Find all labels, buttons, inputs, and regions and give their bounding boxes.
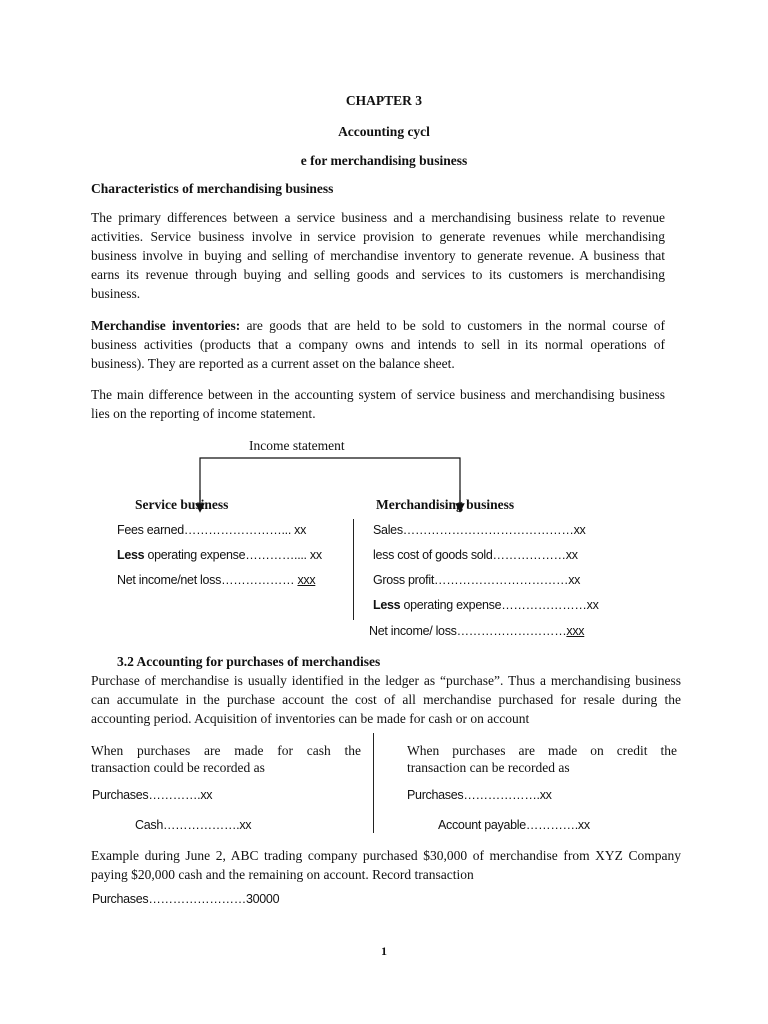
- merch-net-income-text: Net income/ loss………………………: [369, 624, 567, 638]
- credit-purchases-entry: Purchases……………….xx: [407, 788, 552, 802]
- merch-gross-profit-line: Gross profit……………………………xx: [373, 573, 581, 587]
- paragraph-purchase-of-merchandise: Purchase of merchandise is usually identified in the ledger as “purchase”. Thus a merchandising business can accumulate in the purchase account the cost of all merchandise purchased for resale during the accounting period. Acquisition of inventories can be made for cash or on account: [91, 673, 681, 726]
- account-payable-entry: Account payable………….xx: [438, 818, 590, 832]
- merch-operating-expense-line: [373, 598, 599, 612]
- diagram-column-divider: [353, 519, 354, 620]
- paragraph-example: Example during June 2, ABC trading company purchased $30,000 of merchandise from XYZ Company paying $20,000 cash and the remaining on account. Record transaction: [91, 848, 681, 882]
- service-operating-expense-text: operating expense………….... xx: [144, 548, 322, 562]
- definition-merchandise-inventories: are goods that are held to be sold to customers in the normal course of business activities (products that a company owns and intends to sell in its normal operations of business). They are reported as a current asset on the balance sheet.: [91, 318, 665, 371]
- service-net-income-line: [117, 573, 315, 587]
- service-less-label: Less: [117, 548, 145, 562]
- diagram-root-label: Income statement: [249, 438, 345, 453]
- example-purchases-entry: Purchases……………………30000: [92, 892, 280, 906]
- cash-purchase-description: When purchases are made for cash the transaction could be recorded as: [91, 743, 361, 775]
- purchase-column-divider: [373, 733, 374, 833]
- chapter-title-line1: Accounting cycl: [338, 124, 430, 139]
- merchandising-business-heading: Merchandising business: [376, 497, 515, 512]
- merch-net-income-line: [369, 624, 584, 638]
- credit-purchase-description: When purchases are made on credit the transaction can be recorded as: [407, 743, 677, 775]
- chapter-title-line2: e for merchandising business: [300, 153, 468, 168]
- cash-purchases-entry: Purchases………….xx: [92, 788, 213, 802]
- chapter-heading: CHAPTER 3: [345, 93, 423, 108]
- term-merchandise-inventories: Merchandise inventories:: [91, 318, 241, 333]
- merch-less-label: Less: [373, 598, 401, 612]
- service-fees-earned-line: Fees earned……………………... xx: [117, 523, 307, 537]
- page-number: 1: [381, 944, 387, 958]
- service-net-income-value: xxx: [297, 573, 316, 587]
- section-heading-characteristics: Characteristics of merchandising business: [91, 181, 334, 196]
- section-heading-purchases: 3.2 Accounting for purchases of merchandises: [117, 654, 381, 669]
- merch-sales-line: Sales……………………………………xx: [373, 523, 586, 537]
- merch-net-income-value: xxx: [566, 624, 585, 638]
- merch-operating-expense-text: operating expense…………………xx: [400, 598, 599, 612]
- paragraph-primary-differences: The primary differences between a service business and a merchandising business relate to revenue activities. Service business involve in service provision to generate revenues while merchandising business involve in buying and selling of merchandise inventory to generate revenue. A business that earns its revenue through buying and selling goods and services to its customers is merchandising business.: [91, 210, 665, 301]
- service-business-heading: Service business: [135, 497, 229, 512]
- merch-cogs-line: less cost of goods sold………………xx: [373, 548, 578, 562]
- service-operating-expense-line: [117, 548, 322, 562]
- cash-entry: Cash……………….xx: [135, 818, 252, 832]
- service-net-income-text: Net income/net loss………………: [117, 573, 298, 587]
- paragraph-main-difference: The main difference between in the accounting system of service business and merchandising business lies on the reporting of income statement.: [91, 387, 665, 421]
